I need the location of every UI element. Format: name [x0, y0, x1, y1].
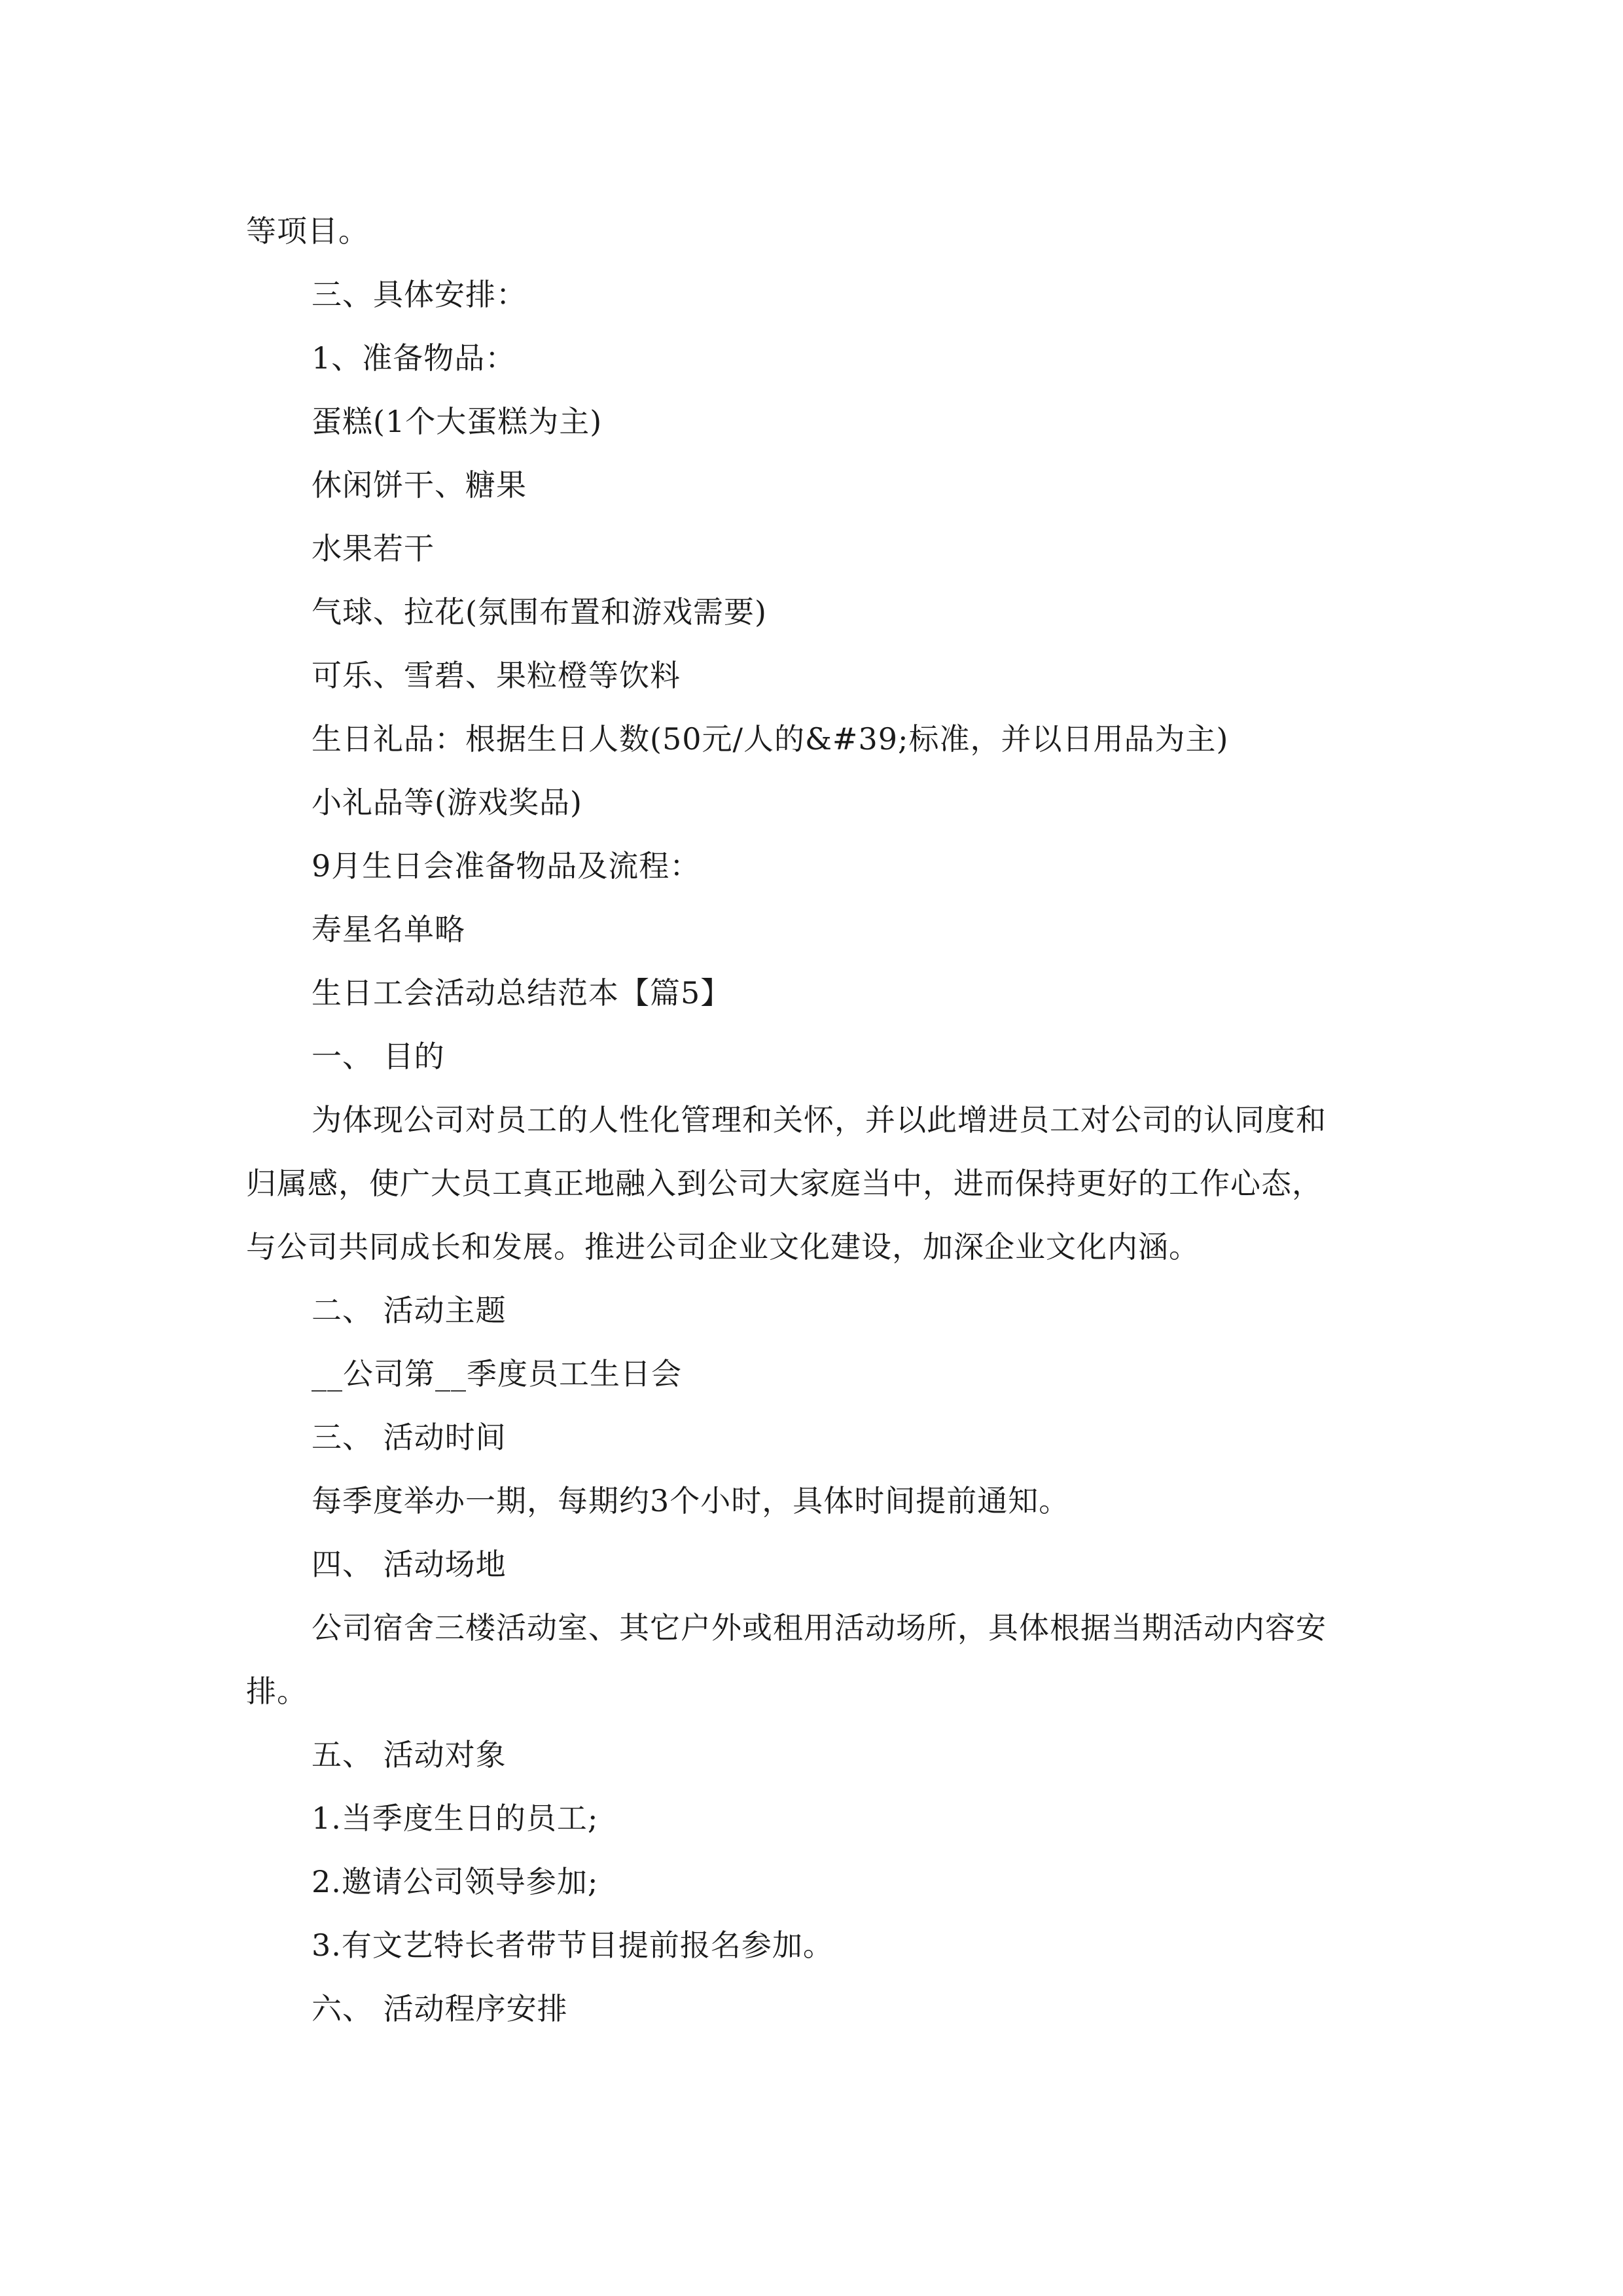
section-heading: 四、 活动场地 — [312, 1547, 507, 1582]
section-heading: 一、 目的 — [312, 1039, 445, 1074]
list-item: 休闲饼干、糖果 — [312, 467, 527, 503]
paragraph-line: 每季度举办一期，每期约3个小时，具体时间提前通知。 — [312, 1483, 1070, 1518]
section-heading: 二、 活动主题 — [312, 1293, 507, 1328]
text-line: 9月生日会准备物品及流程： — [312, 848, 701, 884]
list-item: 气球、拉花(氛围布置和游戏需要) — [312, 594, 767, 630]
paragraph-line: 排。 — [246, 1674, 308, 1709]
subsection-heading: 1、准备物品： — [312, 340, 516, 376]
text-line: 等项目。 — [246, 213, 369, 249]
text-line: 寿星名单略 — [312, 912, 465, 947]
paragraph-line: 公司宿舍三楼活动室、其它户外或租用活动场所，具体根据当期活动内容安 — [312, 1610, 1327, 1645]
section-heading: 三、 活动时间 — [312, 1420, 507, 1455]
list-item: 可乐、雪碧、果粒橙等饮料 — [312, 658, 681, 693]
section-heading: 五、 活动对象 — [312, 1737, 507, 1772]
paragraph-line: 归属感，使广大员工真正地融入到公司大家庭当中，进而保持更好的工作心态， — [246, 1166, 1323, 1201]
list-item: 生日礼品：根据生日人数(50元/人的&#39;标准，并以日用品为主) — [312, 721, 1229, 757]
list-item: 蛋糕(1个大蛋糕为主) — [312, 404, 603, 439]
list-item: 小礼品等(游戏奖品) — [312, 785, 582, 820]
paragraph-line: 与公司共同成长和发展。推进公司企业文化建设，加深企业文化内涵。 — [246, 1229, 1200, 1265]
article-title: 生日工会活动总结范本【篇5】 — [312, 975, 732, 1011]
list-item: 2.邀请公司领导参加; — [312, 1864, 599, 1899]
section-heading: 六、 活动程序安排 — [312, 1991, 568, 2026]
list-item: 水果若干 — [312, 531, 435, 566]
list-item: 1.当季度生日的员工; — [312, 1801, 599, 1836]
paragraph-line: 为体现公司对员工的人性化管理和关怀，并以此增进员工对公司的认同度和 — [312, 1102, 1327, 1138]
text-line: __公司第__季度员工生日会 — [312, 1356, 682, 1391]
list-item: 3.有文艺特长者带节目提前报名参加。 — [312, 1928, 834, 1963]
section-heading: 三、具体安排： — [312, 277, 527, 312]
